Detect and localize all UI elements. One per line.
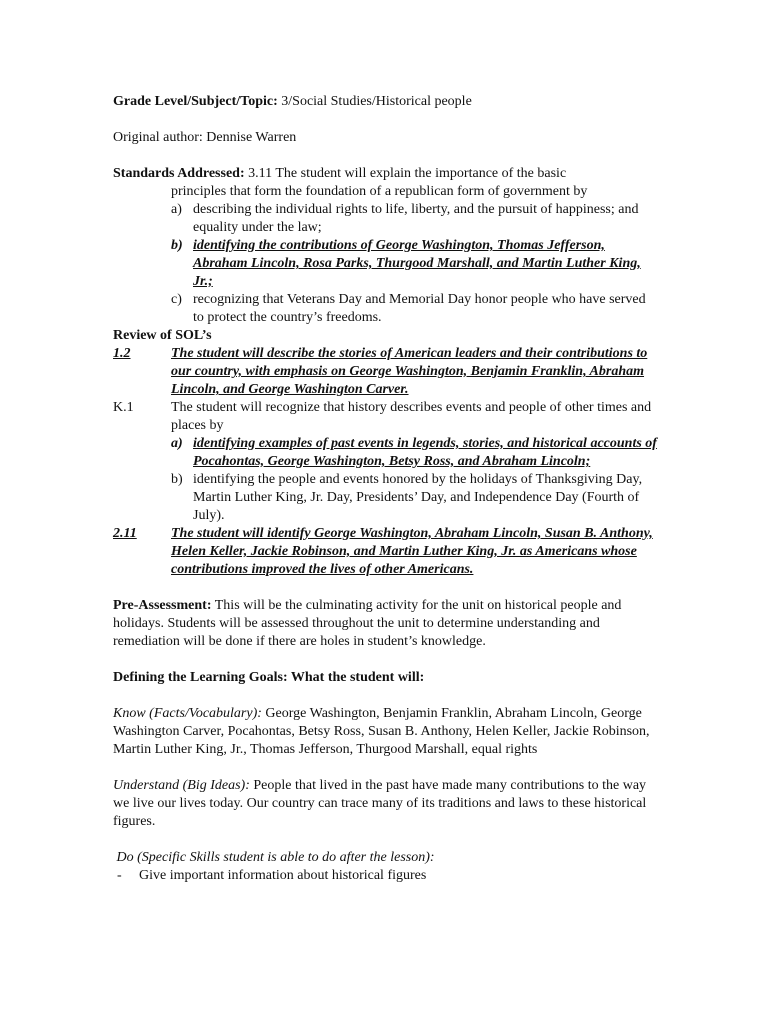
sol-k-1-item-a: a) identifying examples of past events in legends, stories, and historical accounts of Pocahontas, George Washington, Betsy Ross, and Abraham Lincoln; (171, 436, 657, 469)
do-label: Do (Specific Skills student is able to do after the lesson): (113, 850, 435, 865)
sol-k-1-item-b: b) identifying the people and events honored by the holidays of Thanksgiving Day, Martin Luther King, Jr. Day, Presidents’ Day, and Independence Day (Fourth of July). (171, 472, 643, 523)
standards-intro: 3.11 The student will explain the importance of the basic (244, 166, 567, 181)
standard-item-a: a) describing the individual rights to life, liberty, and the pursuit of happiness; and equality under the law; (171, 202, 639, 235)
pre-assessment-label: Pre-Assessment: (113, 598, 212, 613)
know-text: George Washington, Benjamin Franklin, Abraham Lincoln, George Washington Carver, Pocahontas, Betsy Ross, Susan B. Anthony, Helen Keller, Jackie Robinson, Martin Luther King, Jr., Thomas Jefferson, Thurgood Marshall, equal rights (113, 706, 650, 757)
review-heading: Review of SOL’s (113, 328, 212, 343)
know-paragraph (113, 705, 658, 759)
standards-line (113, 165, 658, 183)
standard-item-c: c) recognizing that Veterans Day and Memorial Day honor people who have served to protect the country’s freedoms. (171, 292, 646, 325)
understand-text: People that lived in the past have made many contributions to the way we live our lives today. Our country can trace many of its traditions and laws to these historical figures. (113, 778, 647, 829)
grade-level-label: Grade Level/Subject/Topic: (113, 94, 278, 109)
understand-paragraph (113, 777, 658, 831)
learning-goals-heading: Defining the Learning Goals: What the student will: (113, 670, 425, 685)
lesson-plan-body (113, 93, 658, 885)
standards-intro-continued: principles that form the foundation of a republican form of government by (171, 184, 588, 199)
do-item: - Give important information about historical figures (117, 868, 427, 883)
standard-item-b: b) identifying the contributions of George Washington, Thomas Jefferson, Abraham Lincoln, Rosa Parks, Thurgood Marshall, and Martin Luther King, Jr.; (171, 238, 641, 289)
author-line: Original author: Dennise Warren (113, 130, 297, 145)
know-label: Know (Facts/Vocabulary): (113, 706, 262, 721)
pre-assessment-text: This will be the culminating activity for the unit on historical people and holidays. Students will be assessed throughout the unit to determine understanding and remediation will be done if there are holes in student’s knowledge. (113, 598, 622, 649)
sol-k-1: K.1 The student will recognize that history describes events and people of other times and places by (113, 400, 652, 433)
standards-label: Standards Addressed: (113, 166, 245, 181)
pre-assessment (113, 597, 658, 651)
understand-label: Understand (Big Ideas): (113, 778, 250, 793)
grade-level-line (113, 93, 658, 111)
sol-2-11: 2.11 The student will identify George Washington, Abraham Lincoln, Susan B. Anthony, Helen Keller, Jackie Robinson, and Martin Luther King, Jr. as Americans whose contributions improved the lives of other Americans. (113, 526, 653, 577)
grade-level-value: 3/Social Studies/Historical people (277, 94, 472, 109)
sol-1-2: 1.2 The student will describe the stories of American leaders and their contributions to our country, with emphasis on George Washington, Benjamin Franklin, Abraham Lincoln, and George Washington Carver. (113, 346, 648, 397)
